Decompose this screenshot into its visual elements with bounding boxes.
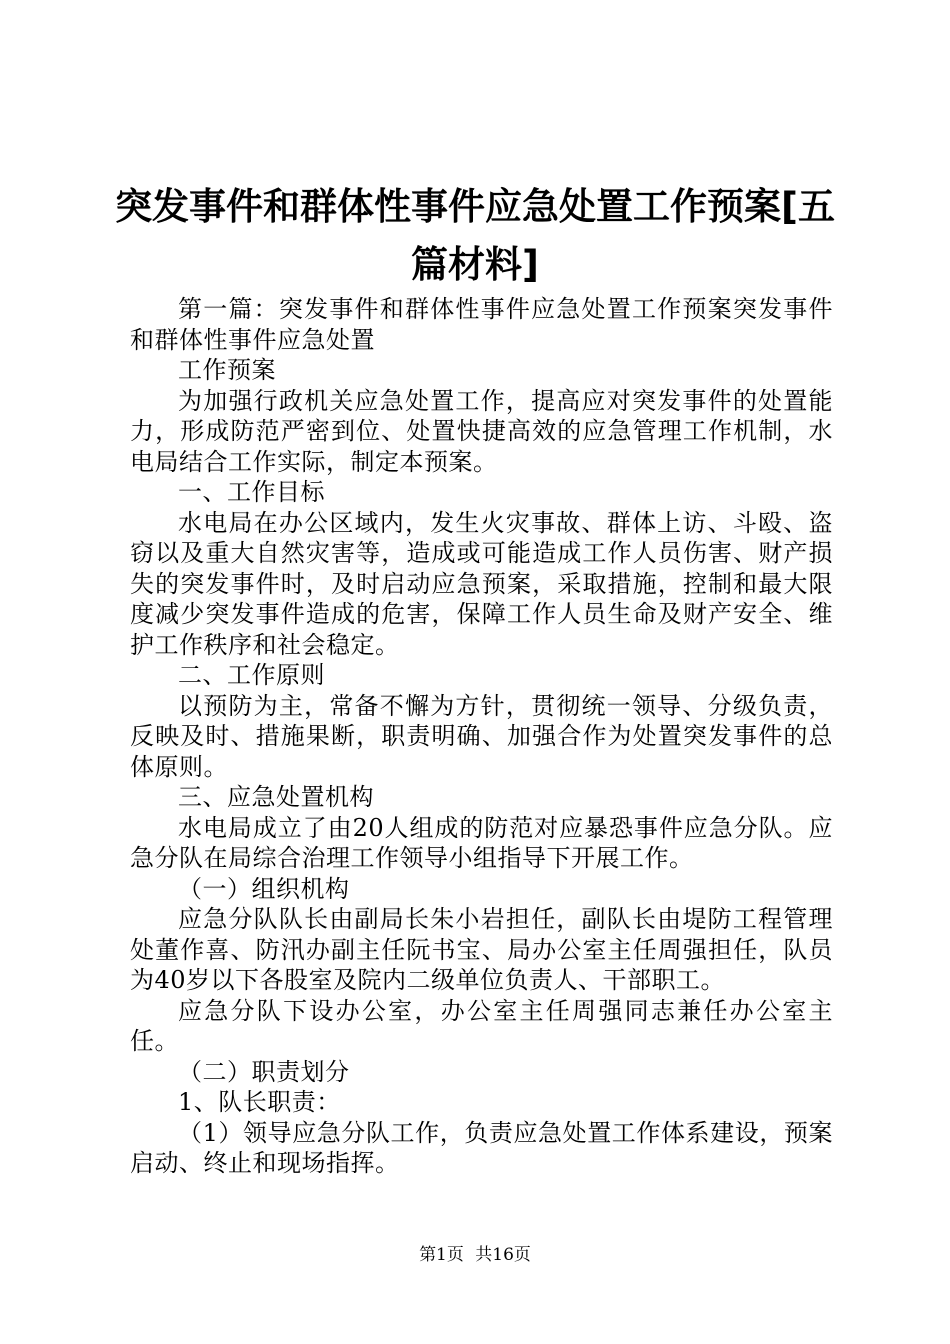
section-heading: 二、工作原则 <box>178 661 325 689</box>
paragraph: 为加强行政机关应急处置工作，提高应对突发事件的处置能力，形成防范严密到位、处置快捷高效的应急管理工作机制，水电局结合工作实际，制定本预案。 <box>130 386 833 476</box>
paragraph: 水电局成立了由20人组成的防范对应暴恐事件应急分队。应急分队在局综合治理工作领导小组指导下开展工作。 <box>130 813 833 872</box>
paragraph: 水电局在办公区域内，发生火灾事故、群体上访、斗殴、盗窃以及重大自然灾害等，造成或可能造成工作人员伤害、财产损失的突发事件时，及时启动应急预案，采取措施，控制和最大限度减少突发事件造成的危害，保障工作人员生命及财产安全、维护工作秩序和社会稳定。 <box>130 508 833 659</box>
list-item: （1）领导应急分队工作，负责应急处置工作体系建设，预案启动、终止和现场指挥。 <box>130 1118 833 1177</box>
document-body <box>130 294 833 1179</box>
page-total: 共16页 <box>475 1245 531 1265</box>
page-number: 第1页 <box>419 1245 464 1265</box>
paragraph: 应急分队下设办公室，办公室主任周强同志兼任办公室主任。 <box>130 996 833 1055</box>
paragraph: 第一篇：突发事件和群体性事件应急处置工作预案突发事件和群体性事件应急处置 <box>130 295 833 354</box>
subsection-heading: （一）组织机构 <box>178 874 350 903</box>
list-heading: 1、队长职责： <box>178 1088 341 1116</box>
paragraph: 以预防为主，常备不懈为方针，贯彻统一领导、分级负责，反映及时、措施果断，职责明确、加强合作为处置突发事件的总体原则。 <box>130 691 833 781</box>
paragraph: 应急分队队长由副局长朱小岩担任，副队长由堤防工程管理处董作喜、防汛办副主任阮书宝、局办公室主任周强担任，队员为40岁以下各股室及院内二级单位负责人、干部职工。 <box>130 905 833 994</box>
subsection-heading: （二）职责划分 <box>178 1057 350 1086</box>
section-heading: 一、工作目标 <box>178 478 325 506</box>
document-title: 突发事件和群体性事件应急处置工作预案[五篇材料] <box>115 185 835 286</box>
paragraph: 工作预案 <box>178 356 276 384</box>
section-heading: 三、应急处置机构 <box>178 783 374 811</box>
page-footer <box>0 1244 950 1266</box>
